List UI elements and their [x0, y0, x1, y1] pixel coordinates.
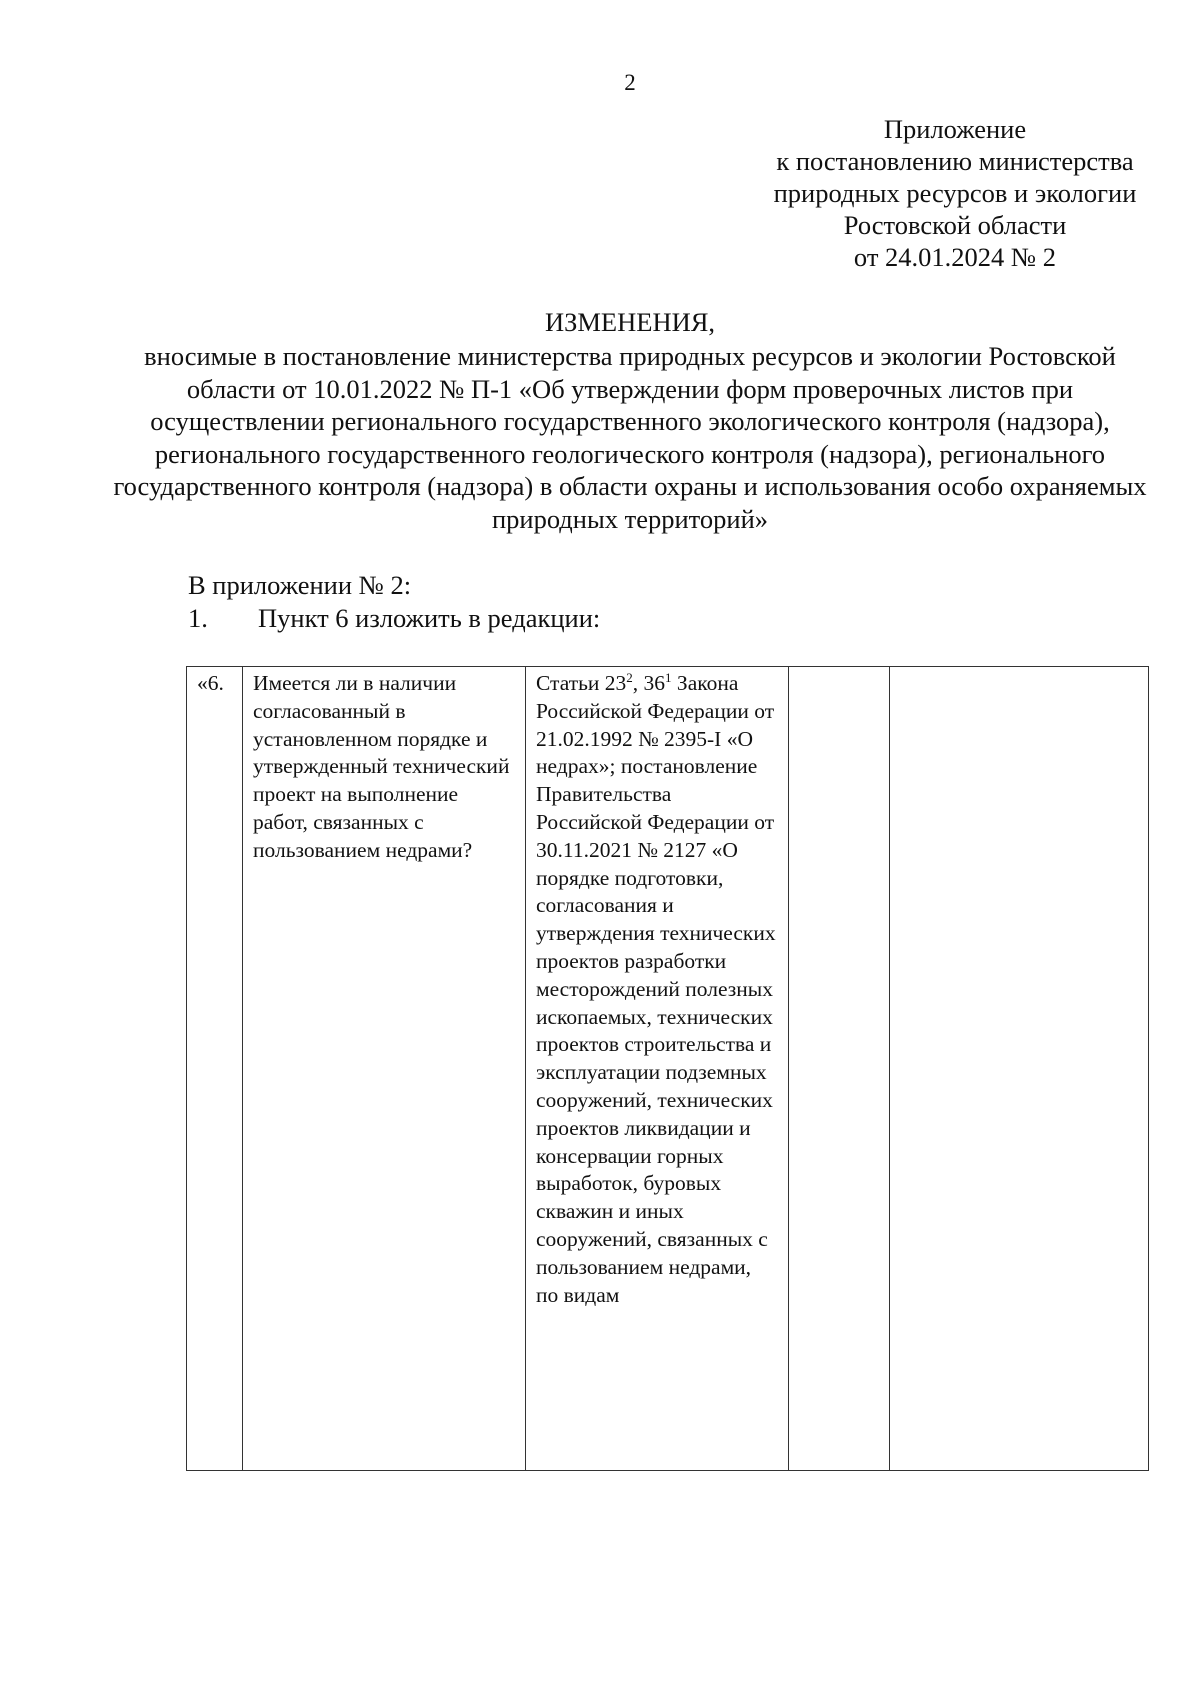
question-cell: Имеется ли в наличии согласованный в установленном порядке и утвержденный технический проект на выполнение работ, связанных с пользованием недрами? — [243, 667, 526, 1471]
item-number: 1. — [188, 603, 208, 633]
empty-cell — [890, 667, 1149, 1471]
appendix-block — [740, 113, 1170, 273]
item-text: Пункт 6 изложить в редакции: — [258, 603, 601, 633]
amendment-table — [186, 666, 1149, 1471]
empty-cell — [789, 667, 890, 1471]
appendix-line: к постановлению министерства — [776, 146, 1134, 176]
intro-item — [188, 602, 600, 634]
amendment-table-wrap — [186, 666, 1149, 1471]
ref-text: Закона Российской Федерации от 21.02.1992 № 2395-I «О недрах»; постановление Правительства Российской Федерации от 30.11.2021 № 2127 «О порядке подготовки, согласования и утверждения технических проектов разработки месторождений полезных ископаемых, технических проектов строительства и эксплуатации подземных сооружений, технических проектов ликвидации и консервации горных выработок, буровых скважин и иных сооружений, связанных с пользованием недрами, по видам — [536, 671, 776, 1307]
document-title: ИЗМЕНЕНИЯ, — [544, 307, 716, 337]
ref-prefix: Статьи 23 — [536, 671, 627, 695]
row-number-cell: «6. — [187, 667, 243, 1471]
appendix-line: Ростовской области — [843, 210, 1067, 240]
page-number: 2 — [624, 70, 636, 95]
appendix-line: природных ресурсов и экологии — [773, 178, 1137, 208]
ref-superscript: 1 — [665, 670, 672, 685]
ref-superscript: 2 — [626, 670, 633, 685]
intro-line: В приложении № 2: — [188, 570, 412, 600]
legal-reference-cell — [526, 667, 789, 1471]
table-row — [187, 667, 1149, 1471]
document-subtitle: вносимые в постановление министерства природных ресурсов и экологии Ростовской области от 10.01.2022 № П-1 «Об утверждении форм проверочных листов при осуществлении регионального государственного экологического контроля (надзора), регионального государственного геологического контроля (надзора), регионального государственного контроля (надзора) в области охраны и использования особо охраняемых природных территорий» — [113, 341, 1147, 534]
appendix-date-line: от 24.01.2024 № 2 — [853, 242, 1057, 272]
appendix-title: Приложение — [883, 114, 1027, 144]
ref-mid: , 36 — [632, 671, 666, 695]
